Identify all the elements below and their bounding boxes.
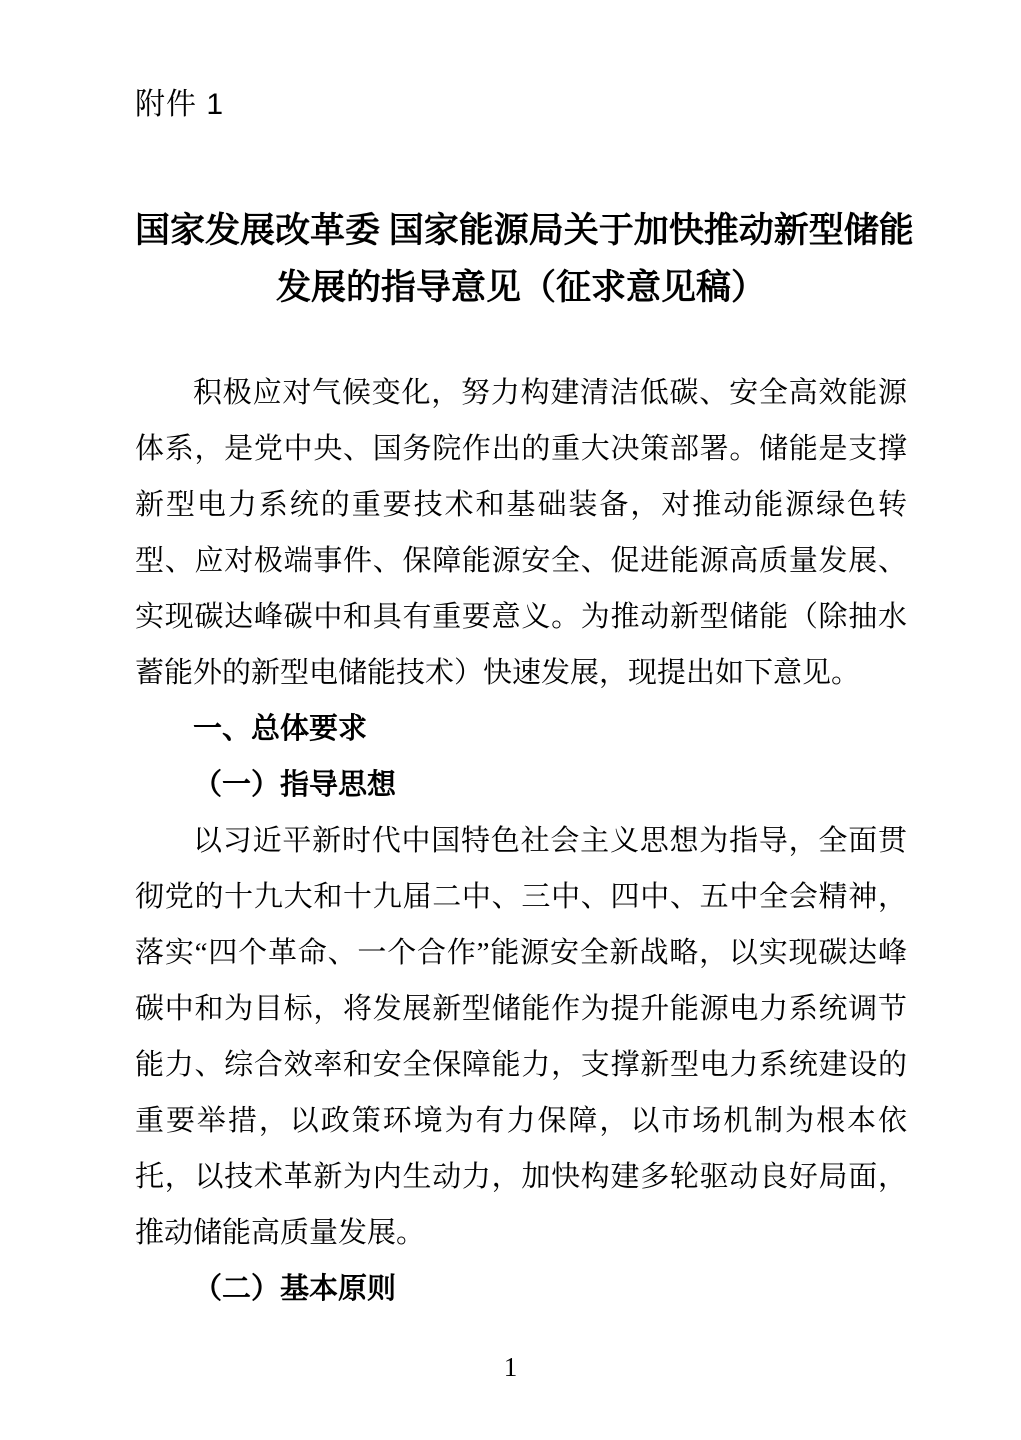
attachment-label: 附件 1 xyxy=(135,88,225,121)
section-heading-overall-requirements: 一、总体要求 xyxy=(193,713,368,745)
document-body xyxy=(135,365,907,1317)
intro-paragraph: 积极应对气候变化，努力构建清洁低碳、安全高效能源体系，是党中央、国务院作出的重大决策部署。储能是支撑新型电力系统的重要技术和基础装备，对推动能源绿色转型、应对极端事件、保障能源安全、促进能源高质量发展、实现碳达峰碳中和具有重要意义。为推动新型储能（除抽水蓄能外的新型电储能技术）快速发展，现提出如下意见。 xyxy=(135,377,907,689)
document-title-line-2: 发展的指导意见（征求意见稿） xyxy=(275,268,766,307)
page-number: 1 xyxy=(503,1352,518,1382)
guiding-ideology-paragraph: 以习近平新时代中国特色社会主义思想为指导，全面贯彻党的十九大和十九届二中、三中、四中、五中全会精神，落实“四个革命、一个合作”能源安全新战略，以实现碳达峰碳中和为目标，将发展新型储能作为提升能源电力系统调节能力、综合效率和安全保障能力，支撑新型电力系统建设的重要举措，以政策环境为有力保障，以市场机制为根本依托，以技术革新为内生动力，加快构建多轮驱动良好局面，推动储能高质量发展。 xyxy=(135,825,907,1249)
subsection-heading-basic-principles: （二）基本原则 xyxy=(193,1273,397,1305)
subsection-heading-guiding-ideology: （一）指导思想 xyxy=(193,769,397,801)
document-title xyxy=(135,202,914,316)
document-title-line-1: 国家发展改革委 国家能源局关于加快推动新型储能 xyxy=(135,211,914,250)
